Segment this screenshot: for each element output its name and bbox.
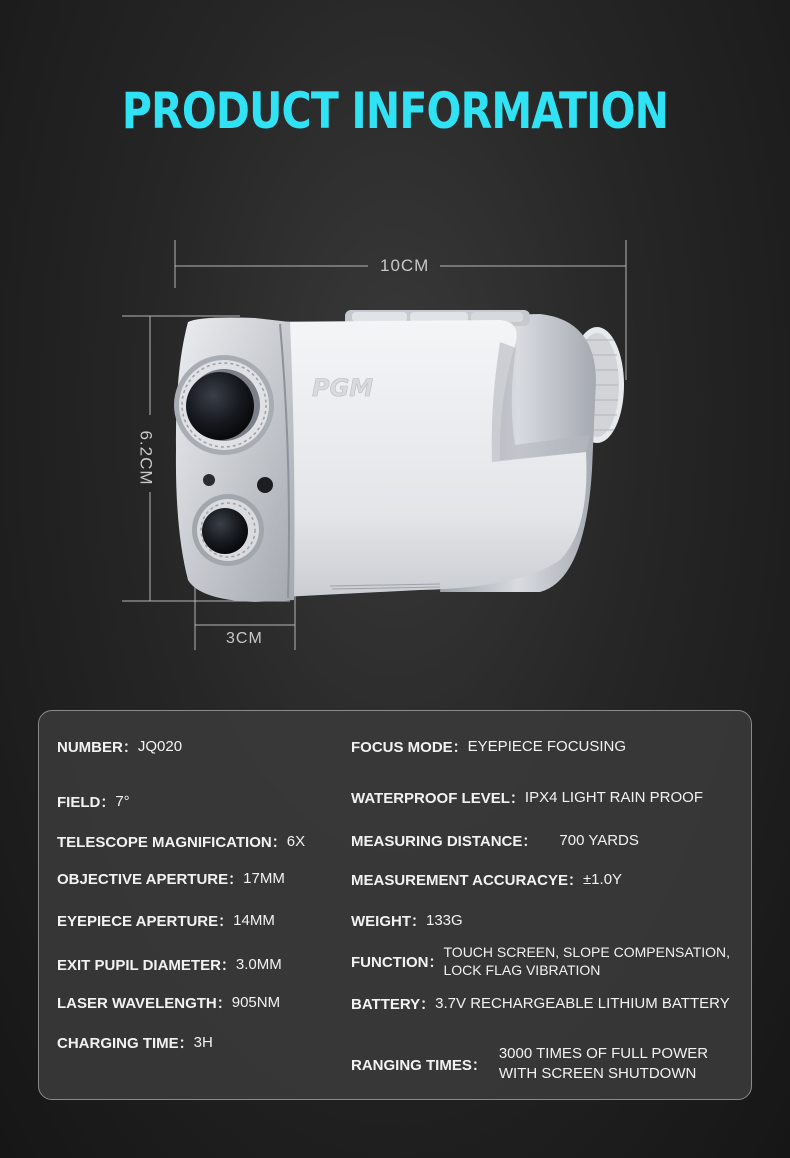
spec-value: 6X <box>286 833 306 850</box>
depth-dimension-label: 3CM <box>226 630 263 647</box>
width-dimension-label: 10CM <box>380 256 430 275</box>
rangefinder-illustration <box>0 230 790 660</box>
spec-number <box>57 736 182 757</box>
sensor-port <box>257 477 273 493</box>
spec-value: JQ020 <box>137 738 183 755</box>
spec-value: 17MM <box>243 870 285 887</box>
spec-label: FIELD： <box>57 794 116 811</box>
laser-lens <box>192 494 264 566</box>
spec-charging-time <box>57 1032 213 1053</box>
spec-magnification <box>57 831 305 852</box>
spec-value: 3000 TIMES OF FULL POWER WITH SCREEN SHUTDOWN <box>498 1045 709 1082</box>
spec-value: 905NM <box>231 994 281 1011</box>
spec-label: LASER WAVELENGTH： <box>57 995 232 1012</box>
spec-measuring-distance <box>351 830 639 851</box>
spec-value: TOUCH SCREEN, SLOPE COMPENSATION, LOCK FLAG VIBRATION <box>443 944 731 978</box>
spec-value: 3.7V RECHARGEABLE LITHIUM BATTERY <box>435 995 730 1012</box>
page-title: PRODUCT INFORMATION <box>121 82 669 140</box>
spec-label: MEASUREMENT ACCURACYE： <box>351 872 583 889</box>
spec-weight <box>351 910 463 931</box>
spec-label: WATERPROOF LEVEL： <box>351 790 525 807</box>
spec-focus-mode <box>351 736 626 757</box>
spec-function <box>351 943 730 979</box>
spec-label: MEASURING DISTANCE： <box>351 833 538 850</box>
spec-value: 7° <box>115 793 130 810</box>
spec-value: ±1.0Y <box>582 871 623 888</box>
spec-value: 133G <box>426 912 463 929</box>
specifications-panel <box>38 710 752 1100</box>
spec-value: EYEPIECE FOCUSING <box>467 738 627 755</box>
objective-lens <box>174 355 274 455</box>
spec-value: 3.0MM <box>235 956 282 973</box>
spec-label: CHARGING TIME： <box>57 1035 194 1052</box>
spec-value: 3H <box>193 1034 213 1051</box>
spec-label: TELESCOPE MAGNIFICATION： <box>57 834 287 851</box>
spec-value: 700 YARDS <box>559 832 639 849</box>
spec-measurement-accuracy <box>351 869 622 890</box>
spec-laser-wavelength <box>57 992 280 1013</box>
spec-label: RANGING TIMES： <box>351 1056 487 1074</box>
spec-exit-pupil <box>57 954 282 975</box>
spec-label: FUNCTION： <box>351 953 444 971</box>
spec-label: WEIGHT： <box>351 913 426 930</box>
spec-label: BATTERY： <box>351 996 436 1013</box>
spec-battery <box>351 993 730 1014</box>
height-dimension-label: 6.2CM <box>136 430 156 486</box>
brand-logo: PGM <box>312 374 374 402</box>
spec-label: NUMBER： <box>57 739 138 756</box>
spec-objective-aperture <box>57 868 285 889</box>
spec-label: EYEPIECE APERTURE： <box>57 913 234 930</box>
spec-label: EXIT PUPIL DIAMETER： <box>57 957 236 974</box>
spec-label: OBJECTIVE APERTURE： <box>57 871 244 888</box>
spec-ranging-times <box>351 1044 708 1084</box>
spec-value: IPX4 LIGHT RAIN PROOF <box>524 789 704 806</box>
spec-field <box>57 791 130 812</box>
spec-eyepiece-aperture <box>57 910 275 931</box>
spec-waterproof-level <box>351 787 703 808</box>
spec-label: FOCUS MODE： <box>351 739 468 756</box>
spec-value: 14MM <box>233 912 275 929</box>
